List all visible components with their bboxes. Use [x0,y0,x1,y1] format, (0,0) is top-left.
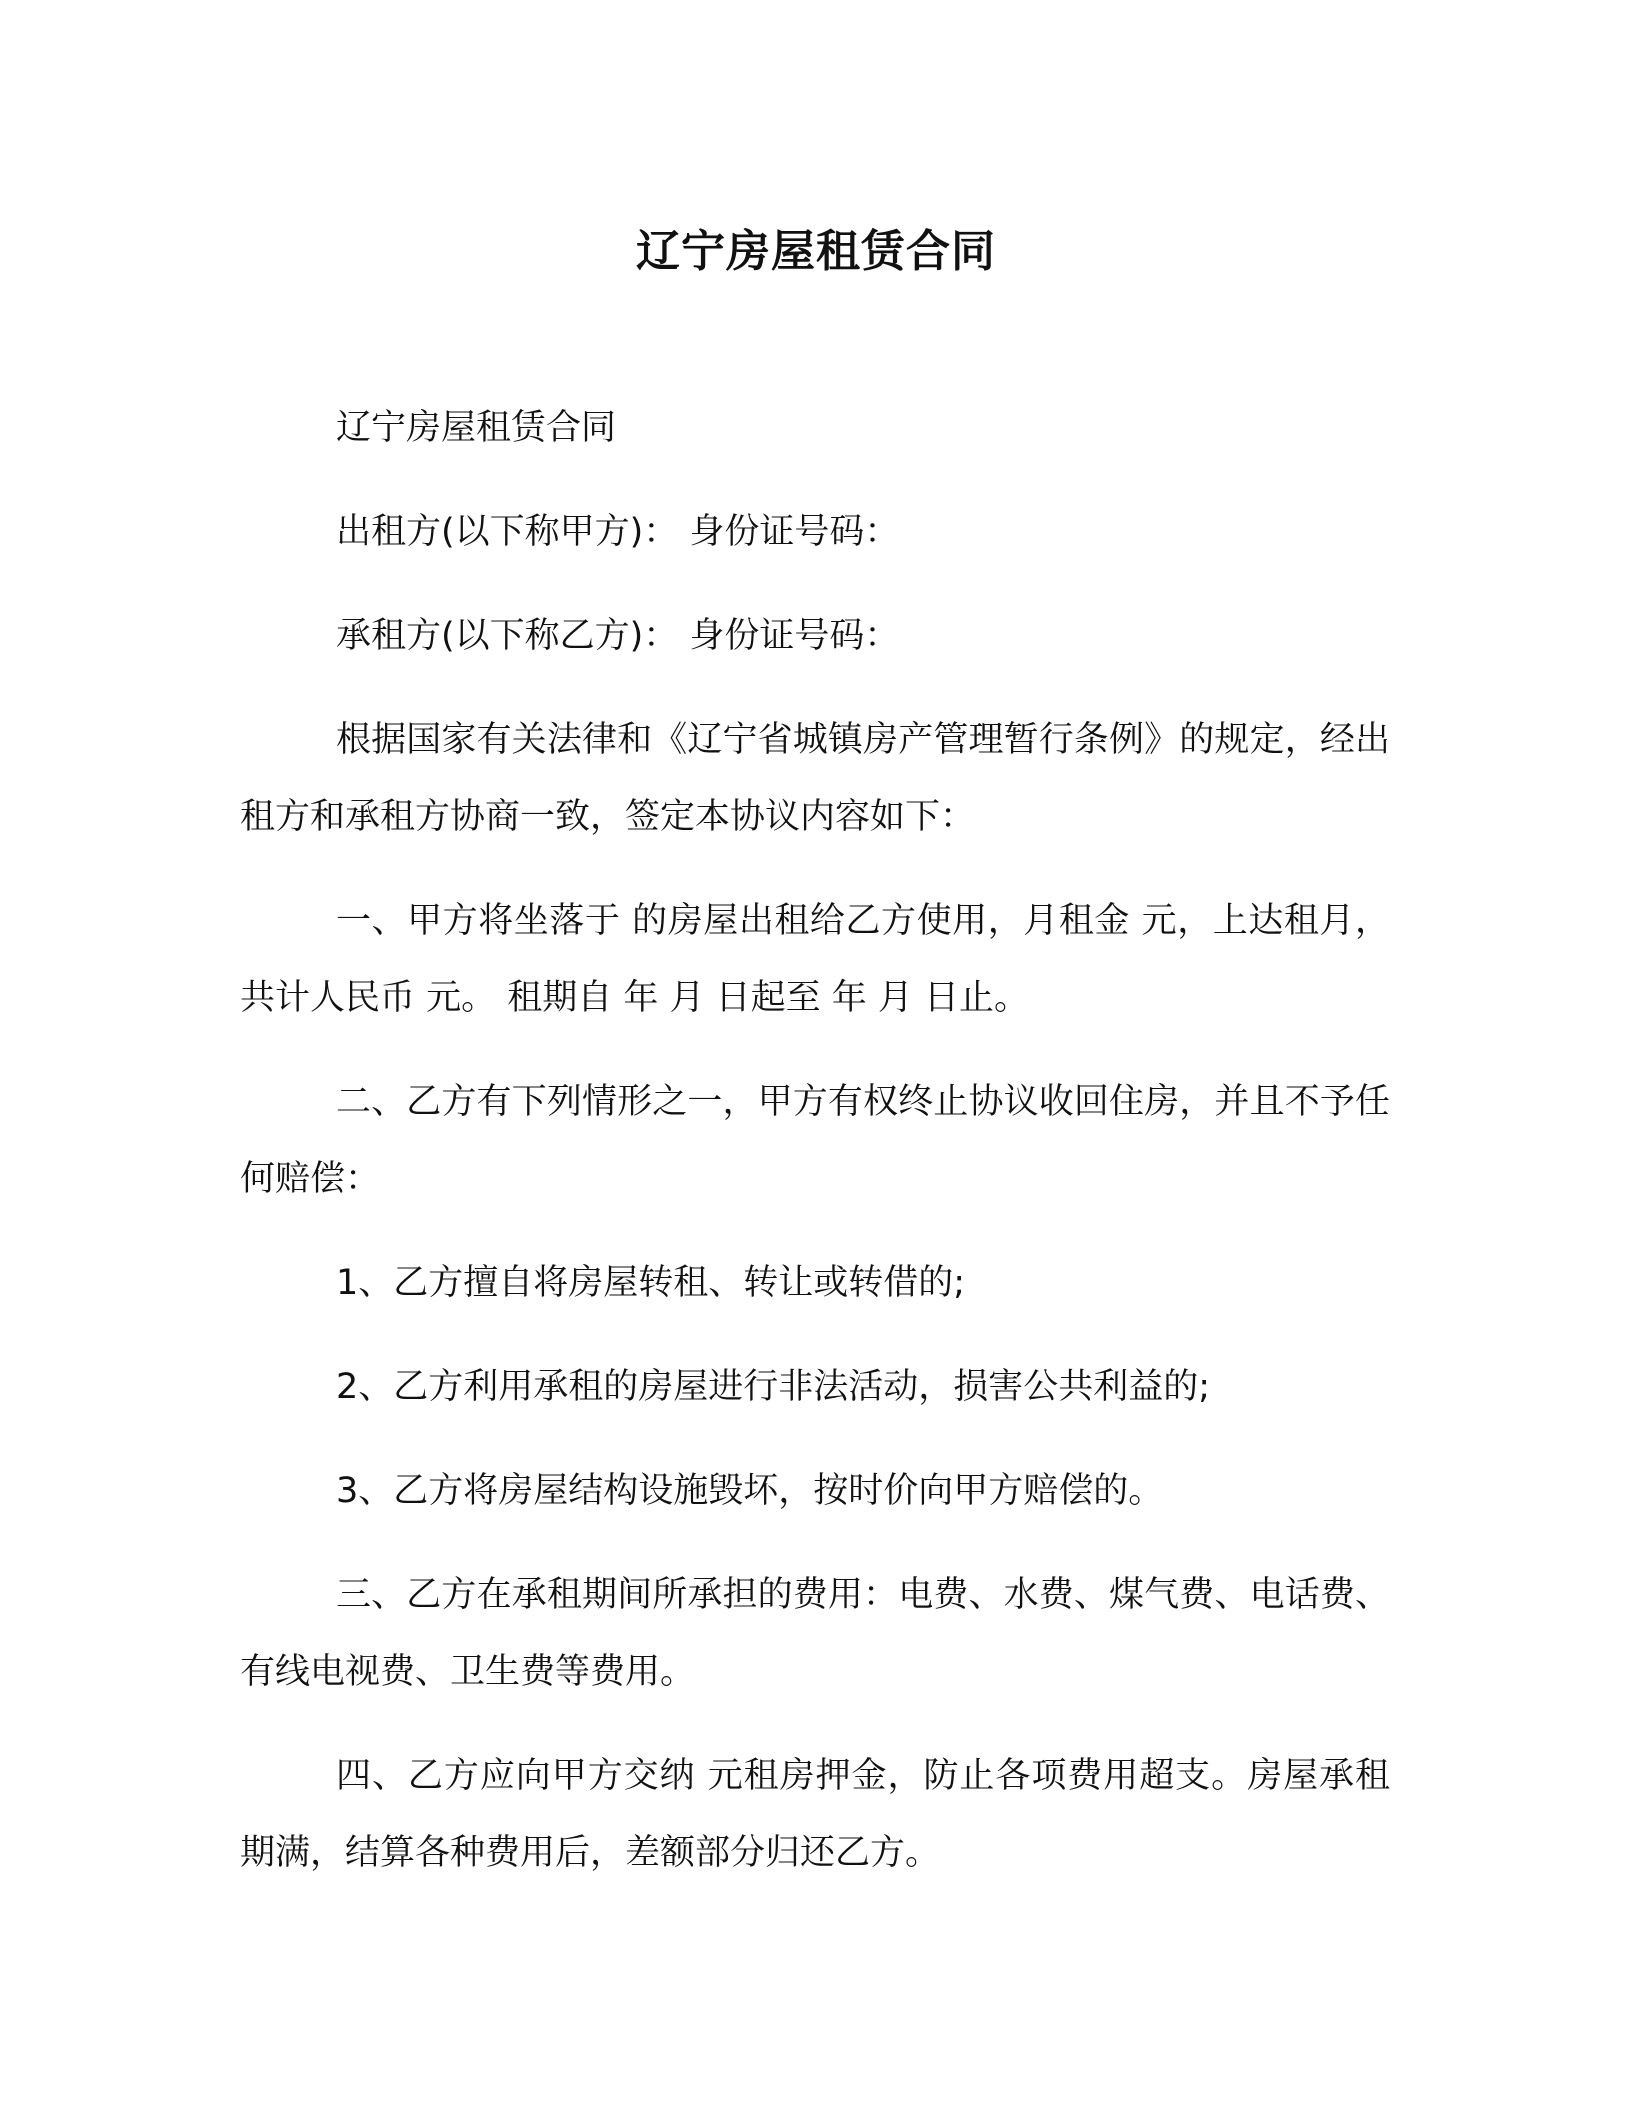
paragraph-clause-2-item-2: 2、乙方利用承租的房屋进行非法活动，损害公共利益的; [336,1367,1211,1407]
paragraph-clause-1: 一、甲方将坐落于 的房屋出租给乙方使用，月租金 元，上达租月，共计人民币 元。 租期自 年 月 日起至 年 月 日止。 [240,901,1390,1018]
paragraph-lessor: 出租方(以下称甲方)： 身份证号码： [336,512,900,552]
document-body [240,390,1390,1919]
paragraph-preamble: 根据国家有关法律和《辽宁省城镇房产管理暂行条例》的规定，经出租方和承租方协商一致，签定本协议内容如下： [240,720,1390,837]
paragraph-clause-2-item-3: 3、乙方将房屋结构设施毁坏，按时价向甲方赔偿的。 [336,1471,1164,1511]
paragraph-clause-4: 四、乙方应向甲方交纳 元租房押金，防止各项费用超支。房屋承租期满，结算各种费用后，差额部分归还乙方。 [240,1756,1390,1873]
document-title: 辽宁房屋租赁合同 [636,226,996,277]
paragraph-subtitle: 辽宁房屋租赁合同 [336,408,617,448]
paragraph-lessee: 承租方(以下称乙方)： 身份证号码： [336,616,900,656]
paragraph-clause-2: 二、乙方有下列情形之一，甲方有权终止协议收回住房，并且不予任何赔偿： [240,1082,1390,1199]
paragraph-clause-2-item-1: 1、乙方擅自将房屋转租、转让或转借的; [336,1263,966,1303]
paragraph-clause-3: 三、乙方在承租期间所承担的费用：电费、水费、煤气费、电话费、有线电视费、卫生费等费用。 [240,1575,1390,1692]
